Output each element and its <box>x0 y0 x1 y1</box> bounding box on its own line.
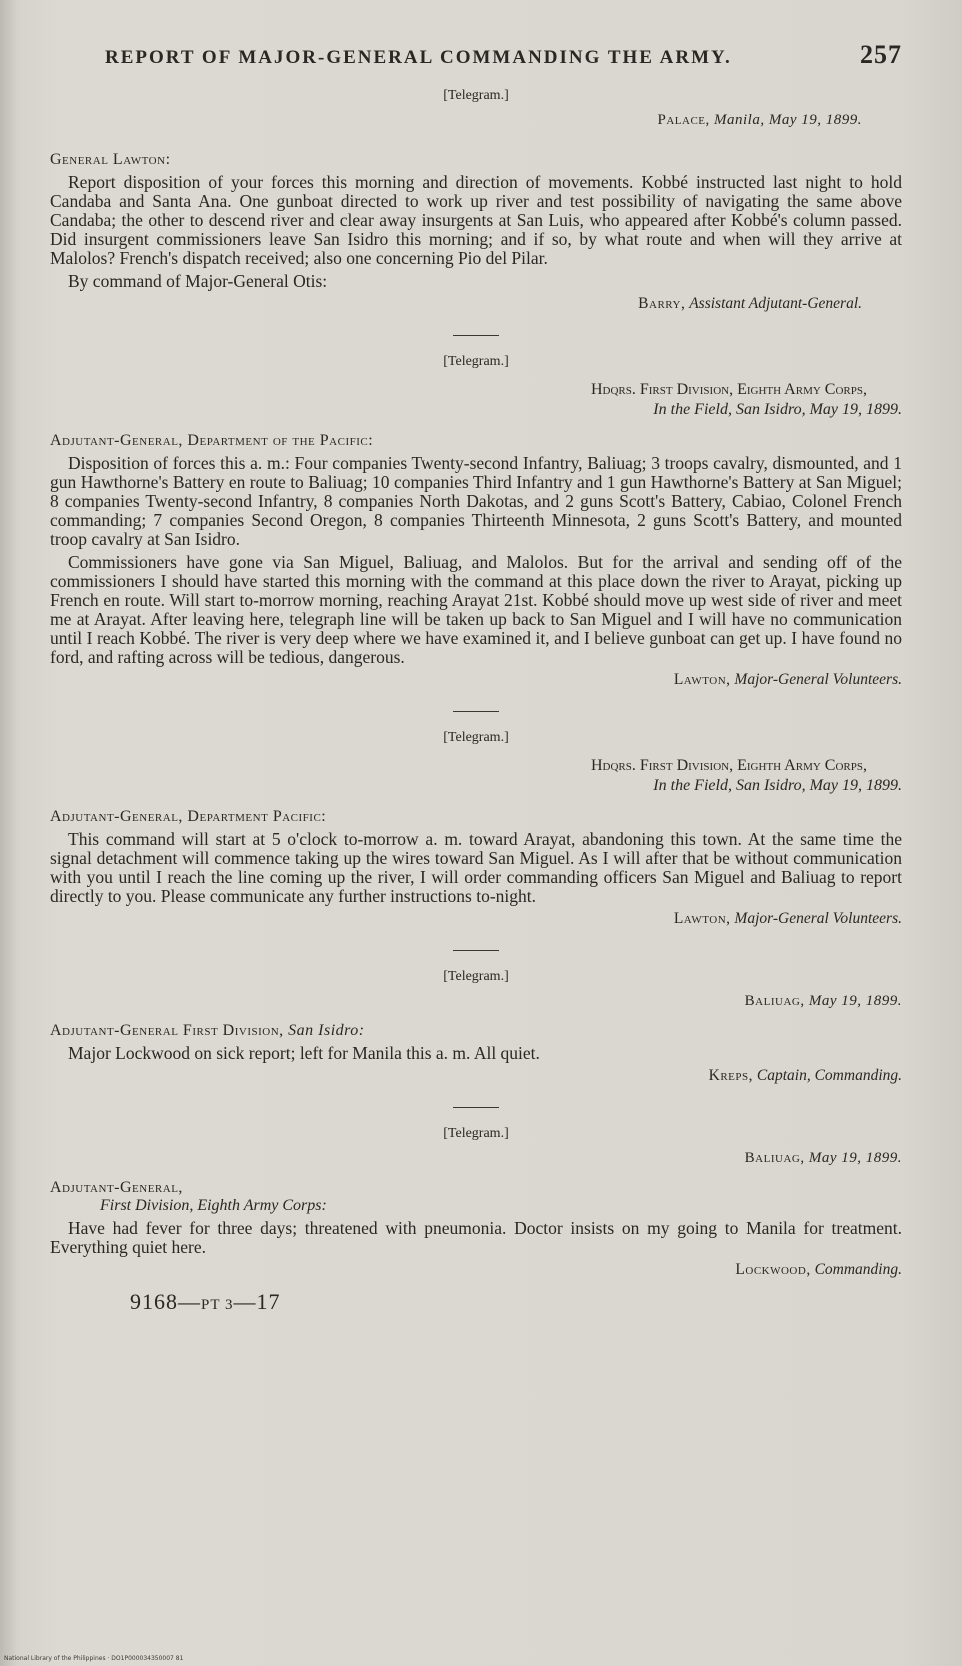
telegram-dateline <box>50 1150 902 1167</box>
signature-name: Lawton, <box>673 671 731 688</box>
telegram-place: Baliuag, <box>744 1150 805 1166</box>
telegram-addressee: Adjutant-General, Department Pacific: <box>50 808 327 825</box>
telegram-signature <box>50 295 862 313</box>
telegram-date: Manila, May 19, 1899. <box>714 112 862 128</box>
signature-mark-footer <box>130 1289 902 1315</box>
telegram-paragraph: Major Lockwood on sick report; left for Manila this a. m. All quiet. <box>68 1043 540 1063</box>
running-header <box>105 40 902 70</box>
telegram-addressee: Adjutant-General, <box>50 1179 183 1196</box>
section-divider <box>453 1107 499 1108</box>
telegram-headquarters <box>50 756 902 796</box>
telegram-date: May 19, 1899. <box>808 1150 902 1166</box>
footer-signature-mark: 9168— <box>130 1289 201 1314</box>
telegram-place: Palace, <box>657 112 710 128</box>
telegram-paragraph: This command will start at 5 o'clock to-morrow a. m. toward Arayat, abandoning this town. At the same time the signal detachment will commence taking up the wires toward San Miguel. As I will after that be without communication with you until I reach the line coming up the river, I will order commanding officers San Miguel and Baliuag to report directly to you. Please communicate any further instructions to-night. <box>50 829 902 906</box>
footer-sheet: —17 <box>233 1289 281 1314</box>
telegram-signature <box>50 671 902 689</box>
footer-part: PT 3 <box>201 1297 234 1313</box>
addressee-name: Adjutant-General First Division, <box>50 1022 284 1039</box>
telegram-paragraph: By command of Major-General Otis: <box>68 271 328 291</box>
telegram-4 <box>50 969 902 1108</box>
telegram-label: [Telegram.] <box>443 88 509 103</box>
telegram-paragraph: Commissioners have gone via San Miguel, Baliuag, and Malolos. But for the arrival and sending off of the commissioners I should have started this morning with the command at this place down the river to Arayat, picking up French en route. Will start to-morrow morning, reaching Arayat 21st. Kobbé should move up west side of river and meet me at Arayat. After leaving here, telegraph line will be taken up back to San Miguel and I will have no communication until I reach Kobbé. The river is very deep where we have examined it, and I believe gunboat can get up. I have found no ford, and rafting across will be tedious, dangerous. <box>50 552 902 667</box>
telegram-3 <box>50 730 902 951</box>
signature-title: Assistant Adjutant-General. <box>689 295 862 312</box>
telegram-paragraph: Disposition of forces this a. m.: Four companies Twenty-second Infantry, Baliuag; 3 troops cavalry, dismounted, and 1 gun Hawthorne's Battery en route to Baliuag; 10 companies Third Infantry and 1 gun Hawthorne's Battery at San Miguel; 8 companies Twenty-second Infantry, 8 companies North Dakotas, and 2 guns Scott's Battery, Cabiao, Colonel French commanding; 7 companies Second Oregon, 8 companies Thirteenth Minnesota, 2 guns Scott's Battery, and mounted troop cavalry at San Isidro. <box>50 453 902 549</box>
section-divider <box>453 950 499 951</box>
page-content <box>50 40 902 1315</box>
signature-title: Commanding. <box>814 1261 902 1278</box>
signature-name: Barry, <box>638 295 686 312</box>
telegram-addressee: General Lawton: <box>50 151 171 168</box>
telegram-5 <box>50 1126 902 1279</box>
telegram-1 <box>50 88 902 336</box>
hq-line-2: In the Field, San Isidro, May 19, 1899. <box>653 401 902 418</box>
telegram-addressee-line-2: First Division, Eighth Army Corps: <box>100 1197 327 1214</box>
running-title: REPORT OF MAJOR-GENERAL COMMANDING THE ARMY. <box>105 47 732 68</box>
telegram-paragraph: Have had fever for three days; threatened with pneumonia. Doctor insists on my going to Manila for treatment. Everything quiet here. <box>50 1218 902 1257</box>
signature-title: Captain, Commanding. <box>756 1067 902 1084</box>
hq-line-2: In the Field, San Isidro, May 19, 1899. <box>653 777 902 794</box>
telegram-place: Baliuag, <box>744 993 805 1009</box>
section-divider <box>453 711 499 712</box>
hq-line-1: Hdqrs. First Division, Eighth Army Corps, <box>590 381 867 398</box>
telegram-dateline <box>50 993 902 1010</box>
section-divider <box>453 335 499 336</box>
page-number: 257 <box>860 40 902 69</box>
telegram-dateline <box>50 112 862 129</box>
telegram-headquarters <box>50 380 902 420</box>
signature-title: Major-General Volunteers. <box>734 671 902 688</box>
signature-name: Kreps, <box>708 1067 754 1084</box>
telegram-signature <box>50 1067 902 1085</box>
telegram-signature <box>50 1261 902 1279</box>
addressee-place: San Isidro: <box>288 1022 365 1039</box>
telegram-paragraph: Report disposition of your forces this morning and direction of movements. Kobbé instructed last night to hold Candaba and Santa Ana. One gunboat directed to work up river and test possibility of navigating the same above Candaba; the other to descend river and clear away insurgents at San Luis, who appeared after Kobbé's column passed. Did insurgent commissioners leave San Isidro this morning; and if so, by what route and when will they arrive at Malolos? French's dispatch received; also one concerning Pio del Pilar. <box>50 172 902 268</box>
hq-line-1: Hdqrs. First Division, Eighth Army Corps, <box>590 757 867 774</box>
digitization-imprint: National Library of the Philippines · DO1P000034350007 81 <box>4 1655 184 1662</box>
telegram-label: [Telegram.] <box>443 354 509 369</box>
telegram-addressee: Adjutant-General, Department of the Pacific: <box>50 432 374 449</box>
signature-name: Lockwood, <box>735 1261 811 1278</box>
telegram-addressee <box>50 1022 902 1040</box>
signature-name: Lawton, <box>673 910 731 927</box>
telegram-label: [Telegram.] <box>443 730 509 745</box>
signature-title: Major-General Volunteers. <box>734 910 902 927</box>
telegram-2 <box>50 354 902 712</box>
telegram-label: [Telegram.] <box>443 969 509 984</box>
telegram-date: May 19, 1899. <box>808 993 902 1009</box>
telegram-label: [Telegram.] <box>443 1126 509 1141</box>
telegram-signature <box>50 910 902 928</box>
